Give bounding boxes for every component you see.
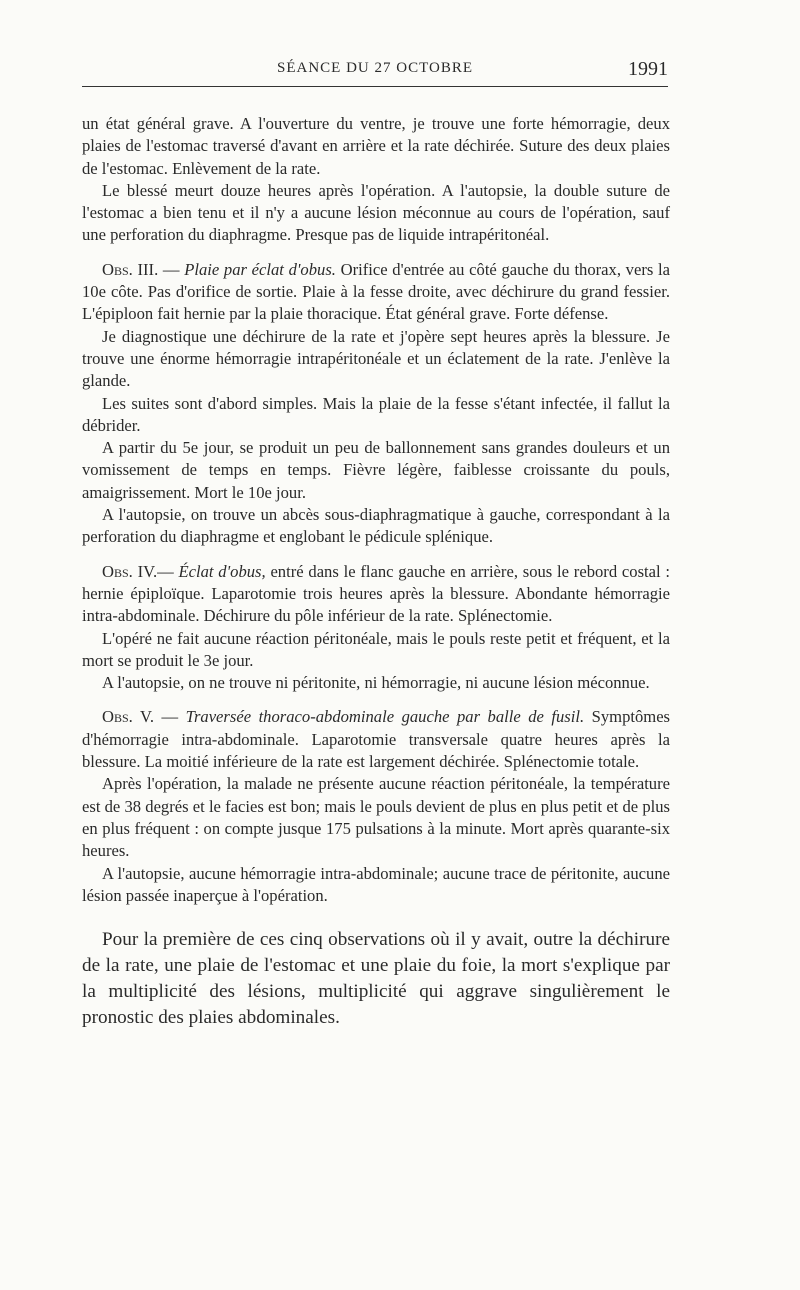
paragraph: un état général grave. A l'ouverture du ventre, je trouve une forte hémorragie, deux plaies de l'estomac traversé d'avant en arrière et la rate déchirée. Suture des deux plaies de l'estomac. Enlèvement de la rate.	[82, 114, 670, 178]
obs-title: Éclat d'obus,	[178, 561, 266, 581]
paragraph: A l'autopsie, aucune hémorragie intra-abdominale; aucune trace de péritonite, aucune lésion passée inaperçue à l'opération.	[82, 863, 670, 905]
obs-title: Traversée thoraco-abdominale gauche par balle de fusil.	[185, 707, 585, 727]
paragraph: Je diagnostique une déchirure de la rate et j'opère sept heures après la blessure. Je trouve une énorme hémorragie intrapéritonéale et un éclatement de la rate. J'enlève la glande.	[82, 326, 670, 391]
obs-label: Obs. III. —	[102, 259, 185, 279]
paragraph: Après l'opération, la malade ne présente aucune réaction péritonéale, la température est de 38 degrés et le facies est bon; mais le pouls devient de plus en plus petit et de plus en plus fréquent : on compte jusque 175 pulsations à la minute. Mort après quarante-six heures.	[82, 774, 670, 861]
conclusion	[82, 927, 670, 1031]
header-title: SÉANCE DU 27 OCTOBRE	[277, 60, 473, 76]
obs-title: Plaie par éclat d'obus.	[184, 259, 336, 279]
obs-text: entré dans le flanc gauche en arrière, sous le rebord costal : hernie épiploïque. Laparotomie trois heures après la blessure. Abondante hémorragie intra-abdominale. Déchirure du pôle inférieur de la rate. Splénectomie.	[82, 561, 671, 626]
paragraph: A l'autopsie, on ne trouve ni péritonite, ni hémorragie, ni aucune lésion méconnue.	[102, 673, 650, 693]
obs-label: Obs. IV.—	[102, 561, 179, 581]
paragraph: L'opéré ne fait aucune réaction péritonéale, mais le pouls reste petit et fréquent, et la mort se produit le 3e jour.	[82, 628, 670, 670]
obs-text: Orifice d'entrée au côté gauche du thorax, vers la 10e côte. Pas d'orifice de sortie. Plaie à la fesse droite, avec déchirure du grand fessier. L'épiploon fait hernie par la plaie thoracique. État général grave. Forte défense.	[82, 259, 670, 324]
running-header	[82, 58, 668, 87]
obs-label: Obs. V. —	[102, 707, 186, 727]
obs-text: Symptômes d'hémorragie intra-abdominale. Laparotomie transversale quatre heures après la blessure. La moitié inférieure de la rate est largement déchirée. Splénectomie totale.	[82, 707, 671, 772]
page-number: 1991	[628, 58, 668, 80]
body-text	[82, 113, 670, 1031]
observation-5	[82, 706, 670, 773]
observation-3	[82, 259, 670, 326]
paragraph: Le blessé meurt douze heures après l'opération. A l'autopsie, la double suture de l'estomac a bien tenu et il n'y a aucune lésion méconnue au cours de l'opération, sauf une perforation du diaphragme. Presque pas de liquide intrapéritonéal.	[82, 180, 670, 245]
observation-4	[82, 561, 670, 628]
paragraph: A l'autopsie, on trouve un abcès sous-diaphragmatique à gauche, correspondant à la perforation du diaphragme et englobant le pédicule splénique.	[82, 505, 670, 547]
paragraph: A partir du 5e jour, se produit un peu de ballonnement sans grandes douleurs et un vomissement de temps en temps. Fièvre légère, faiblesse croissante du pouls, amaigrissement. Mort le 10e jour.	[82, 438, 670, 502]
paragraph: Les suites sont d'abord simples. Mais la plaie de la fesse s'étant infectée, il fallut la débrider.	[82, 393, 670, 435]
conclusion-paragraph: Pour la première de ces cinq observations où il y avait, outre la déchirure de la rate, une plaie de l'estomac et une plaie du foie, la mort s'explique par la multiplicité des lésions, multiplicité qui aggrave singulièrement le pronostic des plaies abdominales.	[82, 929, 670, 1029]
